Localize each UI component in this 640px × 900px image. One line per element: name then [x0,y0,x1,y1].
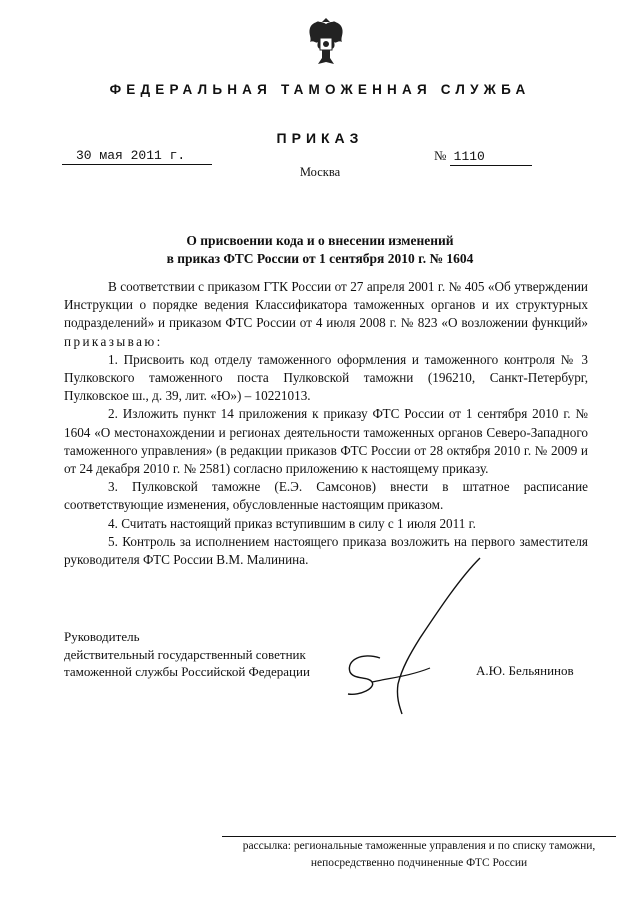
agency-name: ФЕДЕРАЛЬНАЯ ТАМОЖЕННАЯ СЛУЖБА [109,82,531,97]
handwritten-signature [340,548,490,718]
distribution-line-2: непосредственно подчиненные ФТС России [310,857,528,869]
signature-block [64,628,310,681]
intro-paragraph [64,278,588,351]
intro-tail: приказываю: [64,333,163,349]
item-4: 4. Считать настоящий приказ вступившим в силу с 1 июля 2011 г. [108,515,476,531]
signer-name: А.Ю. Бельянинов [476,663,574,678]
order-body [64,278,588,569]
order-title [0,232,640,268]
number-label: № [434,148,447,163]
signer-position-2: действительный государственный советник [64,646,306,662]
distribution-line-1: рассылка: региональные таможенные управления и по списку таможни, [242,840,596,852]
document-type: ПРИКАЗ [276,130,364,146]
item-5: 5. Контроль за исполнением настоящего приказа возложить на первого заместителя руководителя ФТС России В.М. Малинина. [64,533,588,568]
item-1: 1. Присвоить код отделу таможенного оформления и таможенного контроля № 3 Пулковского таможенного поста Пулковской таможни (196210, Санкт-Петербург, Пулковское ш., д. 39, лит. «Ю») – 10221013. [64,351,588,404]
coat-of-arms-icon [304,18,348,68]
signer-position-3: таможенной службы Российской Федерации [64,664,310,679]
number-value: 1110 [450,149,532,166]
title-line-1: О присвоении кода и о внесении изменений [186,233,454,248]
distribution-list [222,838,616,872]
city: Москва [299,165,341,179]
order-date: 30 мая 2011 г. [62,148,212,165]
signer-position-1: Руководитель [64,629,140,644]
intro-text: В соответствии с приказом ГТК России от 27 апреля 2001 г. № 405 «Об утверждении Инструкции о порядке ведения Классификатора таможенных органов и их структурных подразделений» и приказом ФТС России от 4 июля 2008 г. № 823 «О возложении функций» [64,279,588,331]
title-line-2: в приказ ФТС России от 1 сентября 2010 г. № 1604 [166,251,474,266]
item-3: 3. Пулковской таможне (Е.Э. Самсонов) внести в штатное расписание соответствующие изменения, обусловленные настоящим приказом. [64,479,588,513]
item-2: 2. Изложить пункт 14 приложения к приказу ФТС России от 1 сентября 2010 г. № 1604 «О местонахождении и регионах деятельности таможенных органов Северо-Западного таможенного управления» (в редакции приказов ФТС России от 28 октября 2010 г. № 2009 и от 24 декабря 2010 г. № 2581) согласно приложению к настоящему приказу. [64,406,588,477]
order-number [434,148,532,166]
divider [222,836,616,837]
